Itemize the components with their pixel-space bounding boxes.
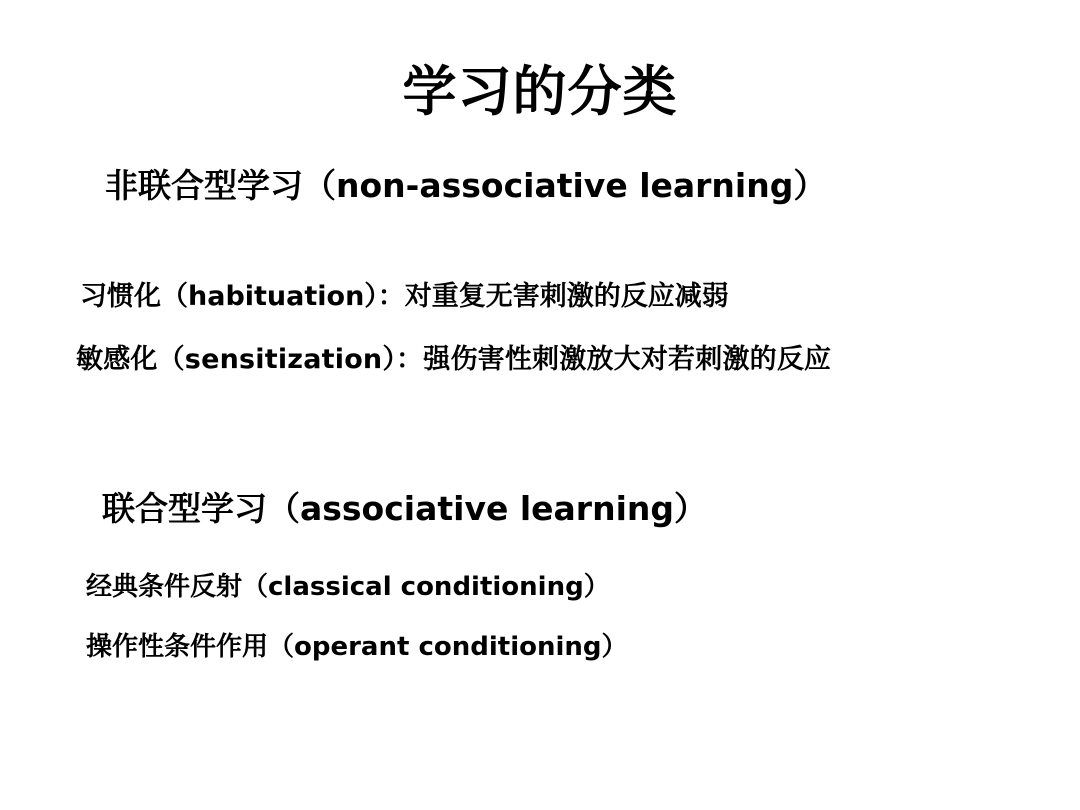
- non-associative-heading: 非联合型学习（non-associative learning）: [105, 166, 827, 205]
- slide-title: 学习的分类: [402, 60, 678, 123]
- classical-conditioning-item: 经典条件反射（classical conditioning）: [86, 572, 610, 602]
- operant-conditioning-item: 操作性条件作用（operant conditioning）: [86, 632, 628, 662]
- habituation-item: 习惯化（habituation）：对重复无害刺激的反应减弱: [80, 281, 729, 312]
- sensitization-item: 敏感化（sensitization）：强伤害性刺激放大对若刺激的反应: [76, 344, 832, 375]
- associative-heading: 联合型学习（associative learning）: [102, 489, 707, 528]
